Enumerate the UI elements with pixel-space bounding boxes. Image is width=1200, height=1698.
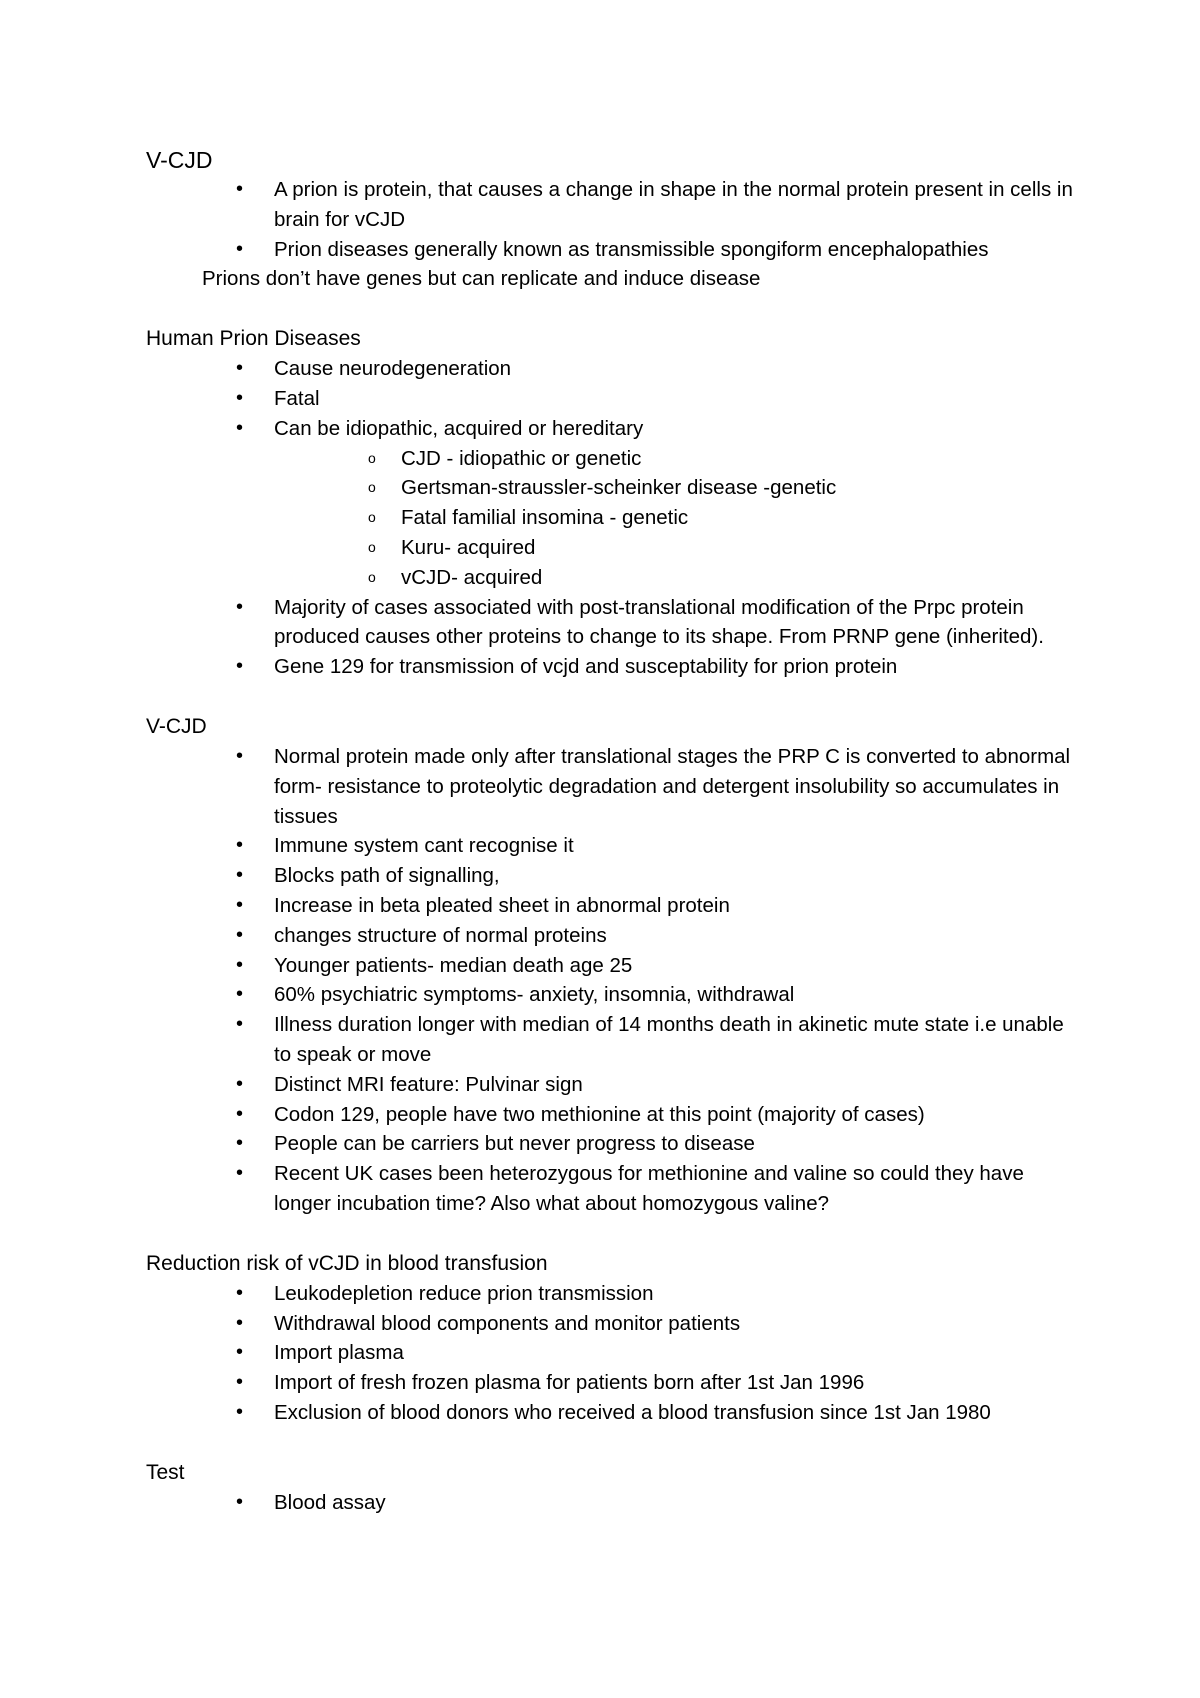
bullet-icon: •: [236, 1311, 244, 1334]
list-item: • Fatal: [146, 384, 1076, 414]
bullet-icon: •: [236, 983, 244, 1006]
list-item: • A prion is protein, that causes a change in shape in the normal protein present in cells in brain for vCJD: [146, 175, 1076, 235]
bullet-list: [146, 742, 1076, 1219]
bullet-list: [146, 175, 1076, 264]
bullet-icon: •: [236, 595, 244, 618]
note-line: Prions don’t have genes but can replicate and induce disease: [202, 267, 761, 291]
list-item: • Younger patients- median death age 25: [146, 951, 1076, 981]
circle-bullet-icon: o: [368, 479, 376, 496]
bullet-icon: •: [236, 1132, 244, 1155]
list-item: • Majority of cases associated with post-translational modification of the Prpc protein produced causes other proteins to change to its shape. From PRNP gene (inherited).: [146, 593, 1076, 653]
bullet-icon: •: [236, 357, 244, 380]
section-title-vcjd-details: V-CJD: [146, 714, 207, 738]
section-title-human-prion-diseases: Human Prion Diseases: [146, 327, 361, 351]
bullet-icon: •: [236, 744, 244, 767]
bullet-list: [146, 1279, 1076, 1428]
list-item: • Immune system cant recognise it: [146, 831, 1076, 861]
list-item: • Prion diseases generally known as transmissible spongiform encephalopathies: [146, 235, 1076, 265]
sub-bullet-list: [146, 444, 1076, 593]
sub-list-item: o Fatal familial insomina - genetic: [146, 503, 1076, 533]
list-item: • Blood assay: [146, 1488, 1076, 1518]
list-item: • People can be carriers but never progress to disease: [146, 1129, 1076, 1159]
list-item: • Can be idiopathic, acquired or hereditary: [146, 414, 1076, 444]
bullet-icon: •: [236, 834, 244, 857]
bullet-list: [146, 354, 1076, 443]
circle-bullet-icon: o: [368, 449, 376, 466]
list-item: • Distinct MRI feature: Pulvinar sign: [146, 1070, 1076, 1100]
bullet-icon: •: [236, 178, 244, 200]
list-item: • Blocks path of signalling,: [146, 861, 1076, 891]
bullet-icon: •: [236, 386, 244, 409]
list-item: • Withdrawal blood components and monitor patients: [146, 1309, 1076, 1339]
list-item: • Illness duration longer with median of 14 months death in akinetic mute state i.e unable to speak or move: [146, 1010, 1076, 1070]
list-item: • Exclusion of blood donors who received a blood transfusion since 1st Jan 1980: [146, 1398, 1076, 1428]
bullet-icon: •: [236, 1400, 244, 1423]
bullet-icon: •: [236, 1013, 244, 1036]
list-item: • 60% psychiatric symptoms- anxiety, insomnia, withdrawal: [146, 980, 1076, 1010]
bullet-icon: •: [236, 237, 244, 260]
bullet-icon: •: [236, 893, 244, 916]
bullet-icon: •: [236, 416, 244, 439]
bullet-icon: •: [236, 1490, 244, 1513]
document-content: [146, 145, 1076, 1517]
list-item: • Import plasma: [146, 1338, 1076, 1368]
bullet-icon: •: [236, 1072, 244, 1095]
bullet-icon: •: [236, 1341, 244, 1364]
section-title-test: Test: [146, 1460, 185, 1484]
bullet-icon: •: [236, 655, 244, 678]
bullet-icon: •: [236, 923, 244, 946]
list-item: • Recent UK cases been heterozygous for methionine and valine so could they have longer incubation time? Also what about homozygous valine?: [146, 1159, 1076, 1219]
sub-list-item: o Gertsman-straussler-scheinker disease -genetic: [146, 473, 1076, 503]
sub-list-item: o Kuru- acquired: [146, 533, 1076, 563]
bullet-icon: •: [236, 864, 244, 887]
circle-bullet-icon: o: [368, 509, 376, 526]
circle-bullet-icon: o: [368, 568, 376, 585]
bullet-list: [146, 593, 1076, 682]
sub-list-item: o CJD - idiopathic or genetic: [146, 444, 1076, 474]
sub-list-item: o vCJD- acquired: [146, 563, 1076, 593]
bullet-icon: •: [236, 1281, 244, 1304]
bullet-icon: •: [236, 953, 244, 976]
list-item: • Normal protein made only after translational stages the PRP C is converted to abnormal form- resistance to proteolytic degradation and detergent insolubility so accumulates in tissues: [146, 742, 1076, 831]
list-item: • Increase in beta pleated sheet in abnormal protein: [146, 891, 1076, 921]
section-title-blood-transfusion: Reduction risk of vCJD in blood transfusion: [146, 1251, 548, 1275]
list-item: • changes structure of normal proteins: [146, 921, 1076, 951]
circle-bullet-icon: o: [368, 538, 376, 555]
list-item: • Import of fresh frozen plasma for patients born after 1st Jan 1996: [146, 1368, 1076, 1398]
list-item: • Leukodepletion reduce prion transmission: [146, 1279, 1076, 1309]
list-item: • Cause neurodegeneration: [146, 354, 1076, 384]
bullet-icon: •: [236, 1371, 244, 1394]
bullet-list: [146, 1488, 1076, 1518]
bullet-icon: •: [236, 1162, 244, 1185]
bullet-icon: •: [236, 1102, 244, 1125]
list-item: • Codon 129, people have two methionine at this point (majority of cases): [146, 1100, 1076, 1130]
section-title-vcjd: V-CJD: [146, 147, 213, 173]
list-item: • Gene 129 for transmission of vcjd and susceptability for prion protein: [146, 652, 1076, 682]
